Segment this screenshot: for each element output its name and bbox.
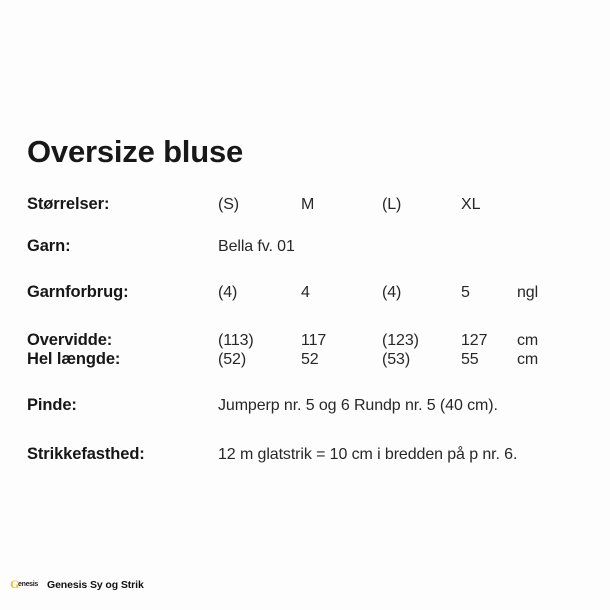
logo-wordmark: enesis <box>18 581 38 588</box>
full-length-value-xl: 55 <box>461 351 479 368</box>
logo-initial: G <box>10 578 20 591</box>
spec-row-needles <box>0 396 610 418</box>
full-length-unit: cm <box>517 351 539 368</box>
size-value-s: (S) <box>218 196 240 213</box>
chest-width-unit: cm <box>517 332 539 349</box>
needles-value: Jumperp nr. 5 og 6 Rundp nr. 5 (40 cm). <box>218 397 498 414</box>
spec-row-yarn <box>0 237 610 259</box>
page-title: Oversize bluse <box>27 134 244 169</box>
full-length-value-m: 52 <box>301 351 319 368</box>
spec-row-sizes <box>0 195 610 217</box>
footer <box>0 560 610 610</box>
genesis-logo-icon <box>10 578 40 591</box>
spec-label-full-length: Hel længde: <box>27 350 121 368</box>
gauge-value: 12 m glatstrik = 10 cm i bredden på p nr. 6. <box>218 446 518 463</box>
chest-width-value-xl: 127 <box>461 332 488 349</box>
yarn-amount-value-s: (4) <box>218 284 238 301</box>
spec-label-sizes: Størrelser: <box>27 195 110 213</box>
spec-label-yarn: Garn: <box>27 237 71 255</box>
yarn-amount-value-xl: 5 <box>461 284 470 301</box>
yarn-value: Bella fv. 01 <box>218 238 295 255</box>
size-value-l: (L) <box>382 196 402 213</box>
spec-label-yarn-amount: Garnforbrug: <box>27 283 129 301</box>
yarn-amount-value-m: 4 <box>301 284 310 301</box>
yarn-amount-value-l: (4) <box>382 284 402 301</box>
footer-brand <box>10 578 144 591</box>
size-value-xl: XL <box>461 196 481 213</box>
spec-row-full-length <box>0 350 610 372</box>
chest-width-value-l: (123) <box>382 332 419 349</box>
spec-label-chest-width: Overvidde: <box>27 331 113 349</box>
chest-width-value-m: 117 <box>301 332 327 349</box>
chest-width-value-s: (113) <box>218 332 254 349</box>
size-value-m: M <box>301 196 315 213</box>
spec-label-gauge: Strikkefasthed: <box>27 445 145 463</box>
full-length-value-l: (53) <box>382 351 411 368</box>
spec-label-needles: Pinde: <box>27 396 77 414</box>
full-length-value-s: (52) <box>218 351 247 368</box>
yarn-amount-unit: ngl <box>517 284 539 301</box>
brand-name: Genesis Sy og Strik <box>47 578 144 591</box>
spec-row-gauge <box>0 445 610 467</box>
spec-row-yarn-amount <box>0 283 610 305</box>
